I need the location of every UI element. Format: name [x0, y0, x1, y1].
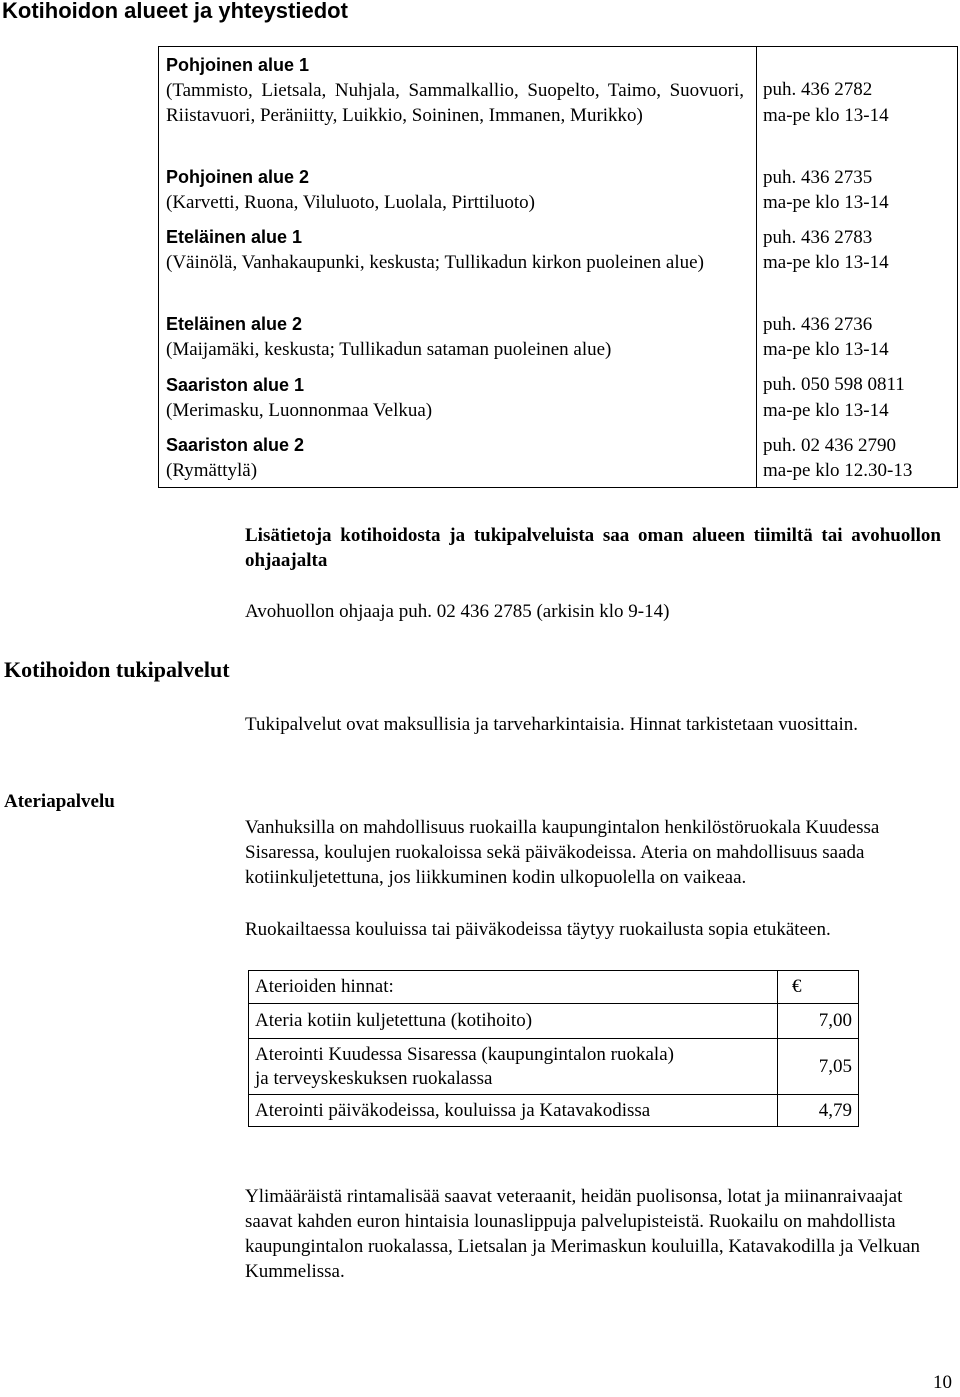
meal-text: Vanhuksilla on mahdollisuus ruokailla kaupungintalon henkilöstöruokala Kuudessa Sisaressa, koulujen ruokaloissa sekä päiväkodeissa. Ateria on mahdollisuus saada kotiinkuljetettuna, jos liikkuminen kodin ulkopuolella on vaikeaa. [245, 817, 880, 888]
price-row [249, 1004, 859, 1039]
page-number: 10 [933, 1372, 952, 1393]
area-description: (Tammisto, Lietsala, Nuhjala, Sammalkallio, Suopelto, Taimo, Suovuori, Riistavuori, Peräniitty, Luikkio, Soininen, Immanen, Murikko) [166, 80, 744, 126]
area-phone: puh. 02 436 2790 [763, 435, 896, 456]
price-row-value: 4,79 [778, 1095, 859, 1127]
counselor-contact: Avohuollon ohjaaja puh. 02 436 2785 (arkisin klo 9-14) [245, 601, 670, 622]
meal-price-table [248, 970, 859, 1127]
area-name: Eteläinen alue 2 [166, 314, 303, 334]
area-name: Pohjoinen alue 2 [166, 167, 310, 187]
area-hours: ma-pe klo 13-14 [763, 105, 889, 126]
area-description: (Merimasku, Luonnonmaa Velkua) [166, 400, 433, 421]
price-row-label-line2: ja terveyskeskuksen ruokalassa [255, 1067, 493, 1089]
area-name: Saariston alue 1 [166, 375, 305, 395]
price-row-value: 7,05 [778, 1039, 859, 1095]
area-description: (Maijamäki, keskusta; Tullikadun sataman puoleinen alue) [166, 339, 612, 360]
area-hours: ma-pe klo 13-14 [763, 339, 889, 360]
area-phone: puh. 436 2735 [763, 167, 873, 188]
meal-text-advance: Ruokailtaessa kouluissa tai päiväkodeissa täytyy ruokailusta sopia etukäteen. [245, 919, 831, 940]
area-name: Eteläinen alue 1 [166, 227, 303, 247]
price-row [249, 1039, 859, 1095]
info-text: Lisätietoja kotihoidosta ja tukipalveluista saa oman alueen tiimiltä tai avohuollon ohjaajalta [245, 525, 941, 571]
area-phone: puh. 436 2736 [763, 314, 873, 335]
price-row-label: Aterointi päiväkodeissa, kouluissa ja Katavakodissa [249, 1095, 778, 1127]
support-heading-text: Kotihoidon tukipalvelut [4, 657, 230, 682]
area-phone: puh. 050 598 0811 [763, 374, 905, 395]
price-header-label: Aterioiden hinnat: [249, 971, 778, 1004]
price-row-value: 7,00 [778, 1004, 859, 1039]
area-description: (Väinölä, Vanhakaupunki, keskusta; Tullikadun kirkon puoleinen alue) [166, 252, 704, 273]
support-text: Tukipalvelut ovat maksullisia ja tarveharkintaisia. Hinnat tarkistetaan vuosittain. [245, 714, 858, 735]
price-row-label-line1: Aterointi Kuudessa Sisaressa (kaupungintalon ruokala) [255, 1043, 674, 1065]
price-row-label [249, 1039, 778, 1095]
area-name: Pohjoinen alue 1 [166, 55, 310, 75]
area-description: (Rymättylä) [166, 460, 258, 481]
area-hours: ma-pe klo 13-14 [763, 252, 889, 273]
area-hours: ma-pe klo 13-14 [763, 192, 889, 213]
price-row-label: Ateria kotiin kuljetettuna (kotihoito) [249, 1004, 778, 1039]
price-table-header [249, 971, 859, 1004]
price-header-currency: € [778, 971, 859, 1004]
area-phone: puh. 436 2783 [763, 227, 873, 248]
section-heading-meal-service: Ateriapalvelu [4, 791, 115, 812]
page-title: Kotihoidon alueet ja yhteystiedot [2, 0, 348, 23]
areas-table [158, 46, 958, 488]
area-description: (Karvetti, Ruona, Viluluoto, Luolala, Pirttiluoto) [166, 192, 535, 213]
area-name: Saariston alue 2 [166, 435, 305, 455]
price-row [249, 1095, 859, 1127]
veteran-text: Ylimääräistä rintamalisää saavat veteraanit, heidän puolisonsa, lotat ja miinanraivaajat saavat kahden euron hintaisia lounaslippuja palvelupisteistä. Ruokailu on mahdollista kaupungintalon ruokalassa, Lietsalan ja Merimaskun kouluilla, Katavakodilla ja Velkuan Kummelissa. [245, 1186, 921, 1282]
area-hours: ma-pe klo 13-14 [763, 400, 889, 421]
area-phone: puh. 436 2782 [763, 79, 873, 100]
column-divider [756, 47, 757, 487]
section-heading-support-services [4, 657, 230, 683]
area-hours: ma-pe klo 12.30-13 [763, 460, 913, 481]
